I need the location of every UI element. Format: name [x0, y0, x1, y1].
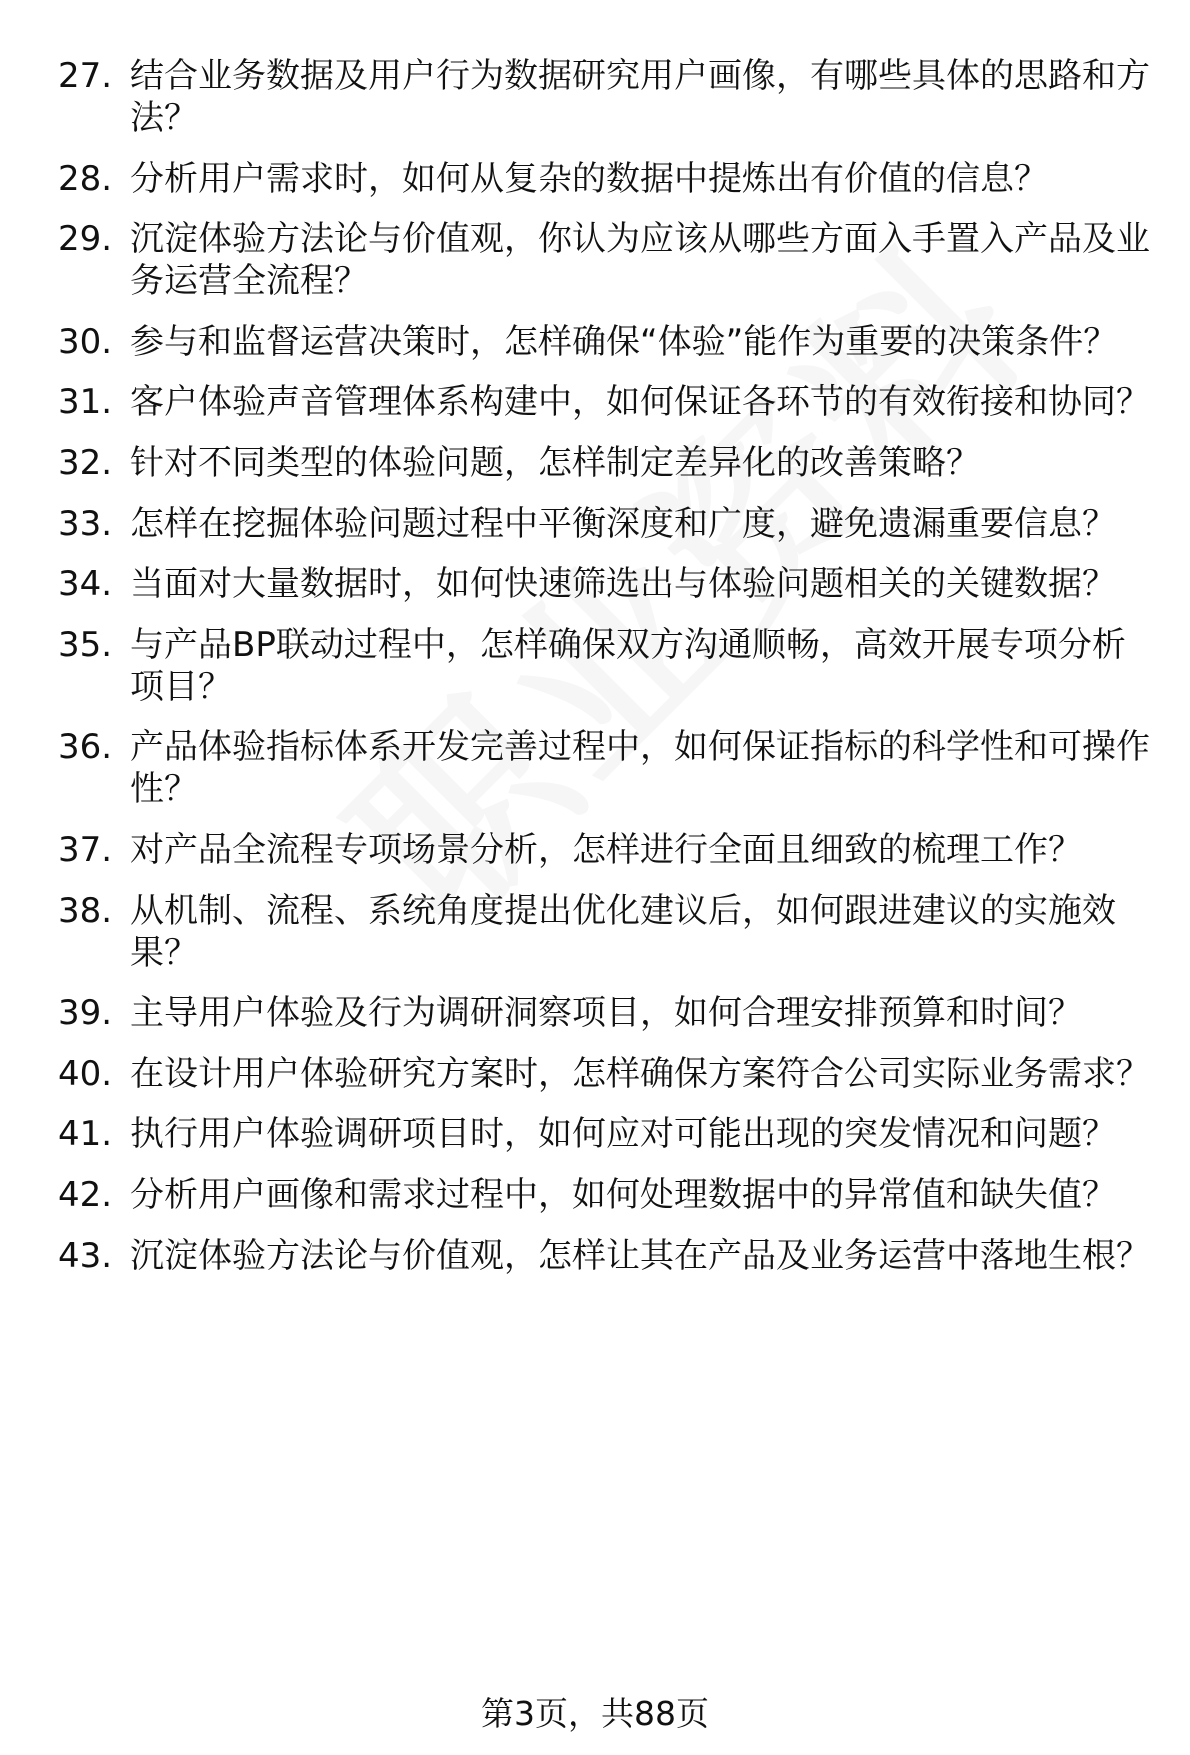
question-item	[0, 890, 1190, 974]
question-text: 客户体验声音管理体系构建中，如何保证各环节的有效衔接和协同？	[130, 382, 1150, 423]
question-text: 分析用户需求时，如何从复杂的数据中提炼出有价值的信息？	[130, 158, 1048, 199]
question-number: 28.	[58, 158, 113, 199]
question-number: 34.	[58, 564, 113, 605]
question-item	[0, 158, 1190, 200]
question-number: 36.	[58, 727, 113, 768]
question-text: 当面对大量数据时，如何快速筛选出与体验问题相关的关键数据？	[130, 564, 1116, 605]
question-number: 42.	[58, 1174, 113, 1215]
question-number: 30.	[58, 321, 113, 362]
question-text: 针对不同类型的体验问题，怎样制定差异化的改善策略？	[130, 442, 980, 483]
question-item	[0, 992, 1190, 1034]
question-text: 从机制、流程、系统角度提出优化建议后，如何跟进建议的实施效果？	[130, 890, 1116, 973]
question-number: 41.	[58, 1114, 113, 1155]
question-item	[0, 218, 1190, 302]
question-number: 31.	[58, 382, 113, 423]
question-text: 产品体验指标体系开发完善过程中，如何保证指标的科学性和可操作性？	[130, 727, 1150, 810]
question-item	[0, 1053, 1190, 1095]
question-item	[0, 726, 1190, 810]
question-item	[0, 829, 1190, 871]
question-number: 38.	[58, 890, 113, 931]
question-list	[0, 55, 1190, 1295]
question-item	[0, 1174, 1190, 1216]
question-item	[0, 1235, 1190, 1277]
question-number: 35.	[58, 624, 113, 665]
question-item	[0, 563, 1190, 605]
question-number: 43.	[58, 1235, 113, 1276]
question-item	[0, 321, 1190, 363]
question-item	[0, 503, 1190, 545]
question-item	[0, 55, 1190, 139]
question-text: 对产品全流程专项场景分析，怎样进行全面且细致的梳理工作？	[130, 829, 1082, 870]
question-item	[0, 381, 1190, 423]
question-text: 主导用户体验及行为调研洞察项目，如何合理安排预算和时间？	[130, 993, 1082, 1034]
question-text: 沉淀体验方法论与价值观，怎样让其在产品及业务运营中落地生根？	[130, 1235, 1150, 1276]
question-number: 27.	[58, 56, 113, 96]
question-number: 32.	[58, 442, 113, 483]
question-number: 33.	[58, 503, 113, 544]
question-text: 结合业务数据及用户行为数据研究用户画像，有哪些具体的思路和方法？	[130, 56, 1150, 138]
question-number: 29.	[58, 219, 113, 260]
question-text: 在设计用户体验研究方案时，怎样确保方案符合公司实际业务需求？	[130, 1053, 1150, 1094]
question-item	[0, 624, 1190, 708]
question-text: 参与和监督运营决策时，怎样确保“体验”能作为重要的决策条件？	[130, 321, 1118, 362]
question-text: 分析用户画像和需求过程中，如何处理数据中的异常值和缺失值？	[130, 1174, 1116, 1215]
question-number: 39.	[58, 993, 113, 1034]
page-number: 第3页，共88页	[481, 1694, 709, 1733]
question-text: 怎样在挖掘体验问题过程中平衡深度和广度，避免遗漏重要信息？	[130, 503, 1116, 544]
question-item	[0, 1113, 1190, 1155]
question-item	[0, 442, 1190, 484]
question-number: 40.	[58, 1053, 113, 1094]
question-text: 与产品BP联动过程中，怎样确保双方沟通顺畅，高效开展专项分析项目？	[130, 624, 1126, 707]
question-number: 37.	[58, 829, 113, 870]
question-text: 沉淀体验方法论与价值观，你认为应该从哪些方面入手置入产品及业务运营全流程？	[130, 219, 1150, 302]
question-text: 执行用户体验调研项目时，如何应对可能出现的突发情况和问题？	[130, 1114, 1116, 1155]
